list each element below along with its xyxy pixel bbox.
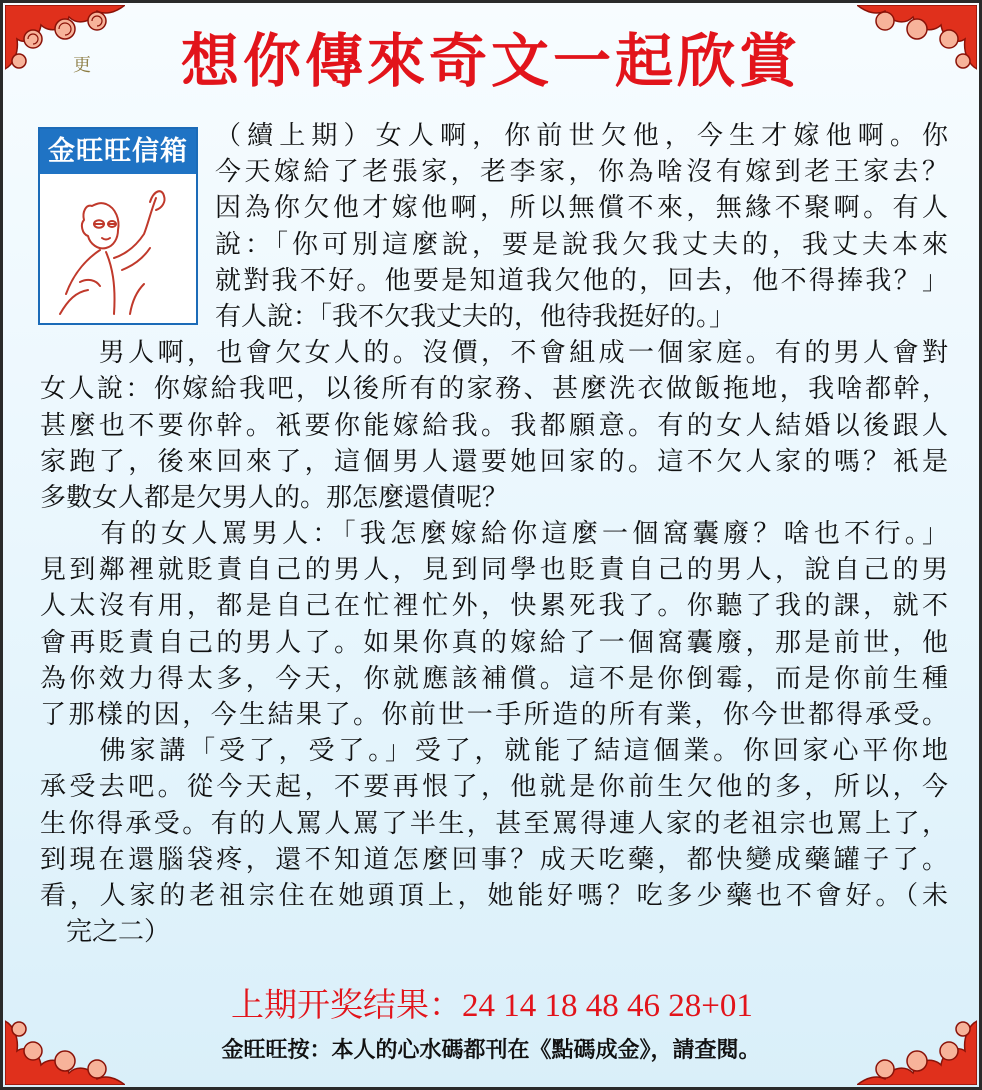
article-line: 有的女人罵男人：「我怎麼嫁給你這麼一個窩囊廢？啥也不行。」 [40, 519, 948, 550]
lottery-results: 上期开奖结果：24 14 18 48 46 28+01 [231, 988, 753, 1024]
article-line: 會再貶責自己的男人了。如果你真的嫁給了一個窩囊廢，那是前世，他 [40, 627, 948, 658]
page-title: 想你傳來奇文一起欣賞 [180, 27, 801, 95]
article-line: 甚麼也不要你幹。衹要你能嫁給我。我都願意。有的女人結婚以後跟人 [40, 410, 948, 441]
article-line: 就對我不好。他要是知道我欠他的，回去，他不得捧我？」 [215, 265, 948, 296]
article-line: 完之二） [40, 917, 171, 948]
article-line: 女人說：你嫁給我吧，以後所有的家務、甚麼洗衣做飯拖地，我啥都幹， [40, 374, 948, 405]
corner-mark: 更 [73, 55, 93, 76]
article-line: 因為你欠他才嫁他啊，所以無償不來，無緣不聚啊。有人 [215, 193, 948, 224]
article-line: 為你效力得太多，今天，你就應該補償。這不是你倒霉，而是你前生種 [40, 663, 948, 694]
article-line: 了那樣的因，今生結果了。你前世一手所造的所有業，你今世都得承受。 [40, 700, 948, 730]
article-line: 家跑了，後來回來了，這個男人還要她回家的。這不欠人家的嗎？衹是 [40, 446, 948, 477]
column-label: 金旺旺信箱 [40, 129, 196, 174]
article-line: 有人說：「我不欠我丈夫的，他待我挺好的。」 [215, 301, 736, 332]
article-line: 人太沒有用，都是自己在忙裡忙外，快累死我了。你聽了我的課，就不 [40, 591, 948, 622]
article-line: 多數女人都是欠男人的。那怎麼還債呢？ [40, 482, 509, 513]
article-body [40, 118, 948, 950]
article-line: （續上期）女人啊，你前世欠他，今生才嫁他啊。你 [215, 121, 948, 151]
article-line: 承受去吧。從今天起，不要再恨了，他就是你前生欠他的多，所以，今 [40, 772, 948, 803]
article-line: 到現在還腦袋疼，還不知道怎麼回事？成天吃藥，都快變成藥罐子了。 [40, 844, 948, 875]
article-line: 生你得承受。有的人罵人罵了半生，甚至罵得連人家的老祖宗也罵上了， [40, 808, 948, 839]
article-line: 今天嫁給了老張家，老李家，你為啥沒有嫁到老王家去？ [215, 157, 948, 188]
article-line: 說：「你可別這麼說，要是說我欠我丈夫的，我丈夫本來 [215, 229, 948, 260]
article-line: 男人啊，也會欠女人的。沒價，不會組成一個家庭。有的男人會對 [40, 338, 948, 369]
article-line: 看，人家的老祖宗住在她頭頂上，她能好嗎？吃多少藥也不會好。（未 [40, 880, 948, 911]
article-line: 見到鄰裡就貶責自己的男人，見到同學也貶責自己的男人，說自己的男 [40, 555, 948, 586]
footer-note: 金旺旺按：本人的心水碼都刊在《點碼成金》，請查閱。 [221, 1038, 761, 1063]
article-line: 佛家講「受了，受了。」受了，就能了結這個業。你回家心平你地 [40, 736, 948, 767]
